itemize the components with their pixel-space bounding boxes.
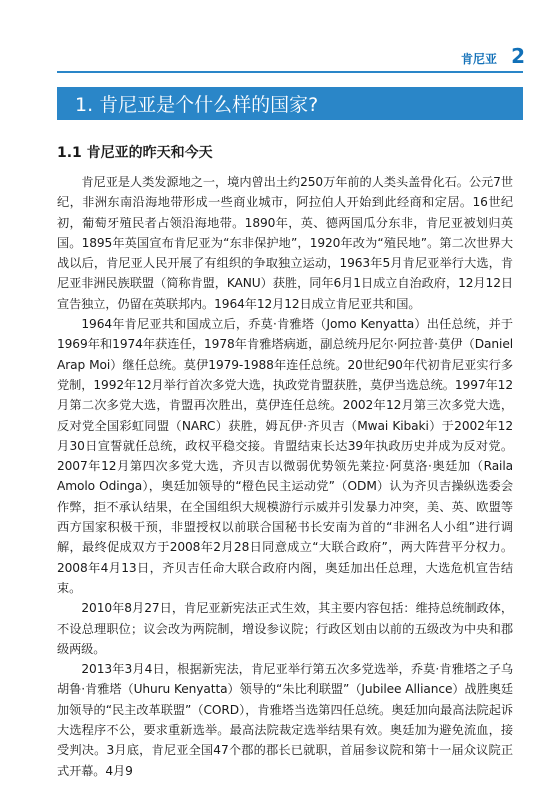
- page-number: 2: [511, 44, 525, 68]
- paragraph-2013-election: 2013年3月4日，根据新宪法，肯尼亚举行第五次多党选举，乔莫·肯雅塔之子乌胡鲁·肯雅塔（Uhuru Kenyatta）领导的“朱比利联盟”（Jubilee Alliance）战胜奥廷加领导的“民主改革联盟”（CORD），肯雅塔当选第四任总统。奥廷加向最高法院起诉大选程序不公，要求重新选举。最高法院裁定选举结果有效。奥廷加为避免流血，接受判决。3月底，肯尼亚全国47个郡的郡长已就职，首届参议院和第十一届众议院正式开幕。4月9: [57, 662, 513, 778]
- paragraph-constitution: 2010年8月27日，肯尼亚新宪法正式生效，其主要内容包括：维持总统制政体，不设总理职位；议会改为两院制，增设参议院；行政区划由以前的五级改为中央和郡级两级。: [57, 601, 513, 656]
- paragraph-history: 肯尼亚是人类发源地之一，境内曾出土约250万年前的人类头盖骨化石。公元7世纪，非洲东南沿海地带形成一些商业城市，阿拉伯人开始到此经商和定居。16世纪初，葡萄牙殖民者占领沿海地带。1890年，英、德两国瓜分东非，肯尼亚被划归英国。1895年英国宣布肯尼亚为“东非保护地”，1920年改为“殖民地”。第二次世界大战以后，肯尼亚人民开展了有组织的争取独立运动，1963年5月肯尼亚举行大选，肯尼亚非洲民族联盟（简称肯盟，KANU）获胜，同年6月1日成立自治政府，12月12日宣告独立，仍留在英联邦内。1964年12月12日成立肯尼亚共和国。: [57, 175, 513, 311]
- paragraph-presidents: 1964年肯尼亚共和国成立后，乔莫·肯雅塔（Jomo Kenyatta）出任总统，并于1969年和1974年获连任，1978年肯雅塔病逝，副总统丹尼尔·阿拉普·莫伊（Daniel Arap Moi）继任总统。莫伊1979-1988年连任总统。20世纪90年代初肯尼亚实行多党制，1992年12月举行首次多党大选，执政党肯盟获胜，莫伊当选总统。1997年12月第二次多党大选，肯盟再次胜出，莫伊连任总统。2002年12月第三次多党大选，反对党全国彩虹同盟（NARC）获胜，姆瓦伊·齐贝吉（Mwai Kibaki）于2002年12月30日宣誓就任总统，政权平稳交接。肯盟结束长达39年执政历史并成为反对党。2007年12月第四次多党大选，齐贝吉以微弱优势领先莱拉·阿莫洛·奥廷加（Raila Amolo Odinga），奥廷加领导的“橙色民主运动党”（ODM）认为齐贝吉操纵选委会作弊，拒不承认结果，在全国组织大规模游行示威并引发暴力冲突，美、英、欧盟等西方国家积极干预，非盟授权以前联合国秘书长安南为首的“非洲名人小组”进行调解，最终促成双方于2008年2月28日同意成立“大联合政府”，两大阵营平分权力。2008年4月13日，齐贝吉任命大联合政府内阁，奥廷加出任总理，大选危机宣告结束。: [57, 317, 513, 595]
- chapter-title: 1. 肯尼亚是个什么样的国家?: [75, 94, 319, 116]
- header-rule: [57, 71, 523, 73]
- chapter-title-bar: [57, 87, 523, 120]
- body-text: [57, 172, 513, 781]
- section-heading: 1.1 肯尼亚的昨天和今天: [57, 145, 213, 161]
- running-header-title: 肯尼亚: [460, 52, 497, 66]
